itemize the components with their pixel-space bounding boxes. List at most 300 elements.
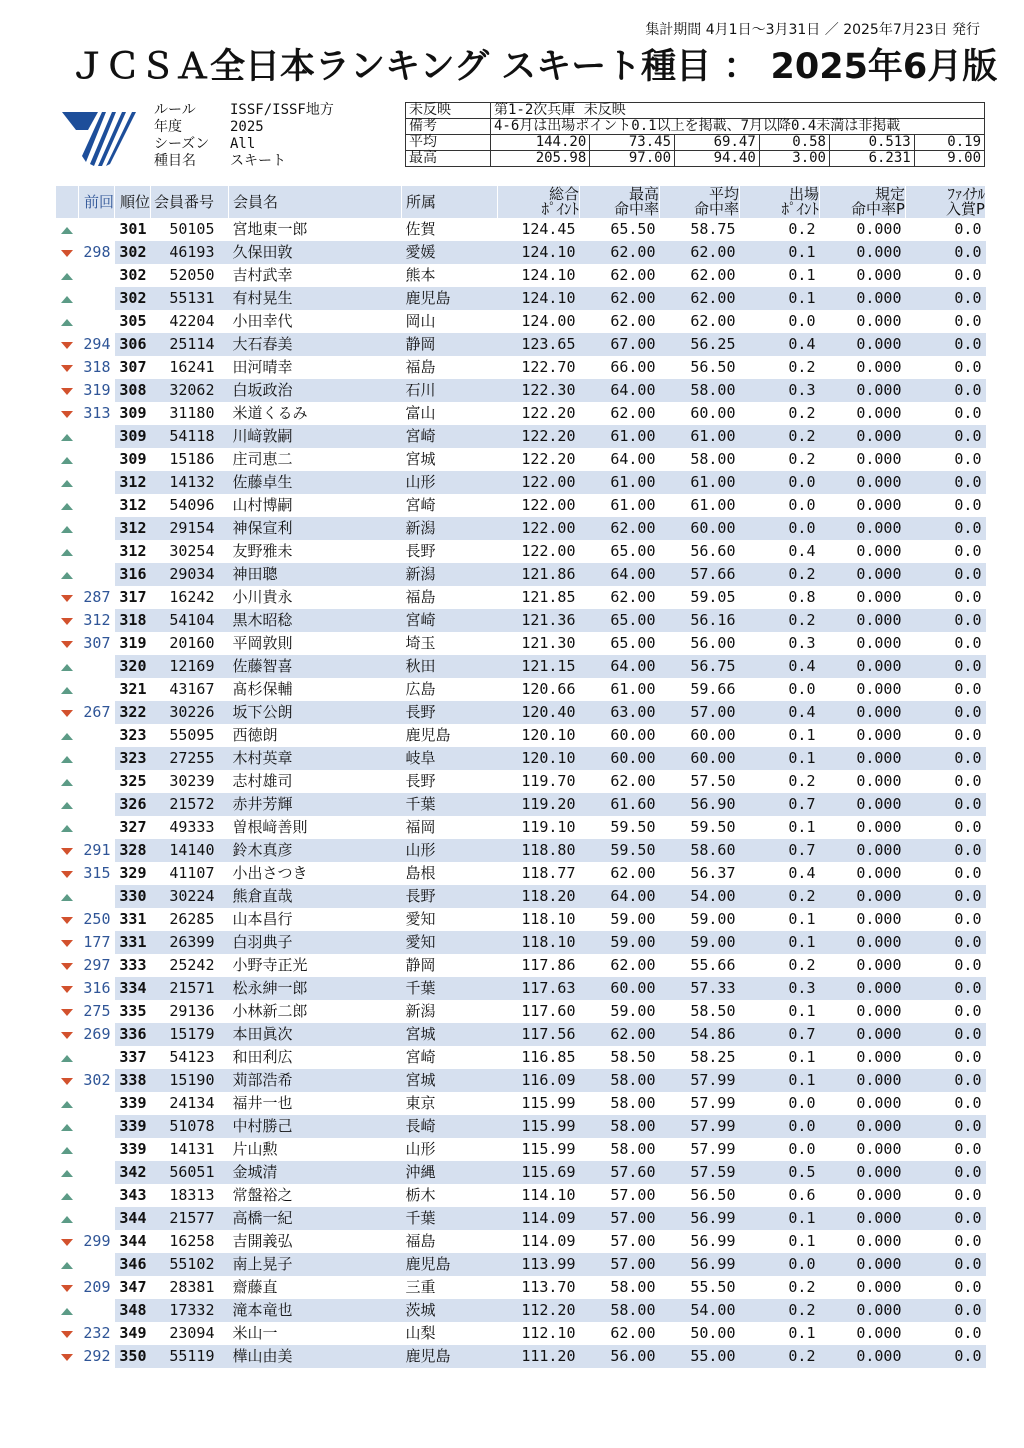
cell-prev-rank: 209	[83, 1278, 111, 1296]
cell-max-rate: 65.00	[610, 542, 656, 560]
trend-down-icon	[61, 986, 73, 993]
cell-entry-points: 0.3	[788, 634, 816, 652]
cell-final-points: 0.0	[954, 496, 982, 514]
cell-avg-rate: 56.90	[660, 793, 740, 816]
trend-cell	[56, 839, 79, 862]
cell-rank: 344	[115, 1207, 151, 1230]
cell-entry-points: 0.0	[788, 312, 816, 330]
cell-max-rate: 62.00	[580, 287, 660, 310]
cell-final-points: 0.0	[906, 1299, 986, 1322]
table-row	[56, 1000, 986, 1023]
cell-final-points: 0.0	[906, 655, 986, 678]
cell-total-points: 122.00	[498, 471, 580, 494]
cell-total-points: 122.00	[521, 496, 576, 514]
table-row	[56, 494, 986, 517]
trend-cell	[56, 977, 79, 1000]
cell-member-name: 小川貴永	[232, 588, 293, 606]
cell-member-no: 26399	[151, 931, 229, 954]
cell-regular-rate: 0.000	[856, 266, 902, 284]
cell-final-points: 0.0	[954, 312, 982, 330]
cell-entry-points: 0.2	[740, 885, 820, 908]
cell-regular-rate: 0.000	[820, 1345, 906, 1368]
cell-affiliation: 長野	[402, 885, 498, 908]
cell-max-rate: 62.00	[610, 864, 656, 882]
cell-max-rate: 62.00	[610, 956, 656, 974]
cell-final-points: 0.0	[954, 680, 982, 698]
cell-member-name: 木村英章	[229, 747, 402, 770]
cell-total-points: 115.69	[498, 1161, 580, 1184]
cell-max-rate: 58.00	[610, 1278, 656, 1296]
cell-entry-points: 0.7	[740, 1023, 820, 1046]
trend-cell	[56, 1046, 79, 1069]
table-row	[56, 517, 986, 540]
cell-entry-points: 0.1	[740, 931, 820, 954]
trend-up-icon	[61, 664, 73, 671]
table-row	[56, 425, 986, 448]
trend-cell	[56, 1069, 79, 1092]
cell-avg-rate: 54.00	[660, 1299, 740, 1322]
cell-prev-rank	[79, 655, 115, 678]
cell-final-points: 0.0	[906, 1345, 986, 1368]
trend-up-icon	[61, 825, 73, 832]
cell-rank: 344	[119, 1232, 147, 1250]
cell-regular-rate: 0.000	[820, 1299, 906, 1322]
cell-regular-rate: 0.000	[820, 1115, 906, 1138]
cell-rank: 318	[115, 609, 151, 632]
cell-max-rate: 64.00	[580, 885, 660, 908]
trend-cell	[56, 701, 79, 724]
trend-down-icon	[61, 848, 73, 855]
cell-member-no: 46193	[151, 241, 229, 264]
header-avg-rate	[660, 186, 740, 218]
cell-max-rate: 61.60	[580, 793, 660, 816]
meta-block	[154, 102, 334, 170]
cell-prev-rank	[79, 310, 115, 333]
cell-avg-rate: 56.00	[690, 634, 736, 652]
cell-prev-rank	[79, 1253, 115, 1276]
summary-table	[405, 102, 985, 167]
trend-up-icon	[61, 894, 73, 901]
cell-affiliation: 宮城	[402, 1069, 498, 1092]
cell-member-name: 中村勝己	[229, 1115, 402, 1138]
cell-avg-rate: 57.66	[660, 563, 740, 586]
cell-entry-points: 0.0	[740, 1115, 820, 1138]
table-row	[56, 1046, 986, 1069]
cell-prev-rank	[79, 770, 115, 793]
cell-prev-rank: 292	[83, 1347, 111, 1365]
cell-affiliation: 福島	[405, 588, 436, 606]
cell-regular-rate: 0.000	[820, 1023, 906, 1046]
cell-avg-rate: 59.00	[690, 910, 736, 928]
cell-total-points: 122.30	[498, 379, 580, 402]
cell-entry-points: 0.2	[740, 1299, 820, 1322]
summary-avg-pt: 0.58	[759, 135, 829, 151]
trend-cell	[56, 908, 79, 931]
cell-prev-rank: 316	[83, 979, 111, 997]
cell-affiliation: 富山	[405, 404, 436, 422]
cell-avg-rate: 55.66	[690, 956, 736, 974]
cell-entry-points: 0.1	[788, 266, 816, 284]
cell-member-no: 54118	[151, 425, 229, 448]
cell-affiliation: 鹿児島	[402, 1345, 498, 1368]
cell-total-points: 122.20	[498, 425, 580, 448]
cell-member-no: 30226	[151, 701, 229, 724]
cell-avg-rate: 57.50	[690, 772, 736, 790]
cell-member-no: 51078	[151, 1115, 229, 1138]
cell-member-no: 42204	[169, 312, 215, 330]
cell-avg-rate: 54.00	[660, 885, 740, 908]
cell-rank: 302	[115, 287, 151, 310]
cell-avg-rate: 55.00	[660, 1345, 740, 1368]
cell-max-rate: 56.00	[580, 1345, 660, 1368]
cell-member-no: 14131	[169, 1140, 215, 1158]
trend-cell	[56, 540, 79, 563]
cell-member-no: 52050	[169, 266, 215, 284]
cell-regular-rate: 0.000	[820, 701, 906, 724]
cell-affiliation: 福岡	[405, 818, 436, 836]
cell-affiliation: 岡山	[405, 312, 436, 330]
cell-affiliation: 新潟	[405, 1002, 436, 1020]
header-avg-line2: 命中率	[693, 200, 739, 218]
cell-member-no: 16258	[169, 1232, 215, 1250]
cell-member-name: 小出さつき	[232, 864, 308, 882]
cell-member-name: 友野雅未	[232, 542, 293, 560]
cell-total-points: 124.00	[521, 312, 576, 330]
cell-max-rate: 62.00	[610, 312, 656, 330]
trend-cell	[56, 1299, 79, 1322]
cell-member-no: 21577	[151, 1207, 229, 1230]
cell-entry-points: 0.1	[740, 241, 820, 264]
table-row	[56, 563, 986, 586]
cell-rank: 305	[119, 312, 147, 330]
cell-affiliation: 熊本	[405, 266, 436, 284]
table-row	[56, 793, 986, 816]
cell-entry-points: 0.1	[788, 1232, 816, 1250]
trend-down-icon	[61, 1239, 73, 1246]
cell-avg-rate: 59.05	[690, 588, 736, 606]
cell-entry-points: 0.2	[788, 450, 816, 468]
table-row	[56, 862, 986, 885]
table-row	[56, 770, 986, 793]
header-affiliation: 所属	[402, 186, 498, 218]
cell-member-no: 15190	[151, 1069, 229, 1092]
cell-member-no: 30254	[169, 542, 215, 560]
cell-final-points: 0.0	[906, 287, 986, 310]
cell-final-points: 0.0	[954, 542, 982, 560]
cell-max-rate: 58.00	[580, 1069, 660, 1092]
cell-entry-points: 0.2	[740, 609, 820, 632]
trend-cell	[56, 379, 79, 402]
cell-final-points: 0.0	[906, 977, 986, 1000]
cell-member-no: 55102	[151, 1253, 229, 1276]
cell-avg-rate: 57.99	[690, 1094, 736, 1112]
cell-final-points: 0.0	[906, 1069, 986, 1092]
trend-down-icon	[61, 1032, 73, 1039]
cell-entry-points: 0.1	[788, 1324, 816, 1342]
cell-prev-rank	[79, 747, 115, 770]
cell-regular-rate: 0.000	[856, 1232, 902, 1250]
cell-member-name: 久保田敦	[229, 241, 402, 264]
cell-rank: 302	[115, 241, 151, 264]
cell-max-rate: 63.00	[580, 701, 660, 724]
cell-regular-rate: 0.000	[820, 517, 906, 540]
cell-member-no: 14140	[151, 839, 229, 862]
table-row	[56, 747, 986, 770]
cell-prev-rank: 275	[83, 1002, 111, 1020]
cell-rank: 347	[119, 1278, 147, 1296]
cell-prev-rank: 267	[83, 703, 111, 721]
cell-prev-rank: 302	[83, 1071, 111, 1089]
cell-regular-rate: 0.000	[856, 910, 902, 928]
summary-max-avg: 94.40	[675, 151, 760, 167]
cell-final-points: 0.0	[954, 1002, 982, 1020]
cell-prev-rank: 299	[83, 1232, 111, 1250]
table-row	[56, 1253, 986, 1276]
cell-member-name: 本田眞次	[229, 1023, 402, 1046]
cell-entry-points: 0.2	[740, 1345, 820, 1368]
trend-cell	[56, 1230, 79, 1253]
summary-avg-avg: 69.47	[675, 135, 760, 151]
cell-member-name: 山本昌行	[232, 910, 293, 928]
cell-entry-points: 0.2	[788, 220, 816, 238]
cell-rank: 312	[115, 471, 151, 494]
cell-prev-rank	[79, 517, 115, 540]
cell-regular-rate: 0.000	[856, 220, 902, 238]
cell-affiliation: 愛知	[405, 910, 436, 928]
trend-up-icon	[61, 273, 73, 280]
trend-up-icon	[61, 434, 73, 441]
cell-max-rate: 57.00	[610, 1232, 656, 1250]
cell-entry-points: 0.2	[788, 404, 816, 422]
cell-total-points: 121.30	[521, 634, 576, 652]
cell-member-name: 米道くるみ	[232, 404, 308, 422]
cell-rank: 325	[119, 772, 147, 790]
cell-member-name: 川﨑敦嗣	[229, 425, 402, 448]
cell-max-rate: 61.00	[580, 471, 660, 494]
cell-entry-points: 0.2	[740, 425, 820, 448]
cell-member-name: 鈴木真彦	[229, 839, 402, 862]
cell-member-name: 平岡敦則	[232, 634, 293, 652]
cell-avg-rate: 61.00	[660, 425, 740, 448]
trend-cell	[56, 586, 79, 609]
trend-cell	[56, 632, 79, 655]
trend-up-icon	[61, 733, 73, 740]
cell-entry-points: 0.2	[788, 1278, 816, 1296]
table-row	[56, 540, 986, 563]
cell-max-rate: 61.00	[580, 425, 660, 448]
header-total-line1: 総合	[548, 185, 579, 203]
cell-total-points: 111.20	[498, 1345, 580, 1368]
cell-total-points: 121.85	[521, 588, 576, 606]
cell-max-rate: 57.00	[580, 1253, 660, 1276]
cell-total-points: 124.10	[521, 266, 576, 284]
table-row	[56, 402, 986, 425]
cell-member-no: 26285	[169, 910, 215, 928]
cell-prev-rank	[79, 540, 115, 563]
cell-prev-rank	[79, 471, 115, 494]
cell-final-points: 0.0	[954, 772, 982, 790]
cell-affiliation: 千葉	[402, 793, 498, 816]
cell-total-points: 122.20	[521, 404, 576, 422]
cell-prev-rank	[79, 425, 115, 448]
cell-max-rate: 62.00	[610, 266, 656, 284]
cell-max-rate: 64.00	[580, 655, 660, 678]
cell-avg-rate: 58.50	[690, 1002, 736, 1020]
table-row	[56, 471, 986, 494]
trend-cell	[56, 517, 79, 540]
cell-avg-rate: 60.00	[660, 517, 740, 540]
cell-member-name: 髙杉保輔	[232, 680, 293, 698]
cell-regular-rate: 0.000	[856, 450, 902, 468]
cell-member-name: 宮地東一郎	[232, 220, 308, 238]
cell-member-no: 24134	[169, 1094, 215, 1112]
cell-final-points: 0.0	[954, 1094, 982, 1112]
table-row	[56, 632, 986, 655]
cell-total-points: 117.60	[521, 1002, 576, 1020]
cell-regular-rate: 0.000	[856, 1324, 902, 1342]
cell-rank: 349	[119, 1324, 147, 1342]
cell-final-points: 0.0	[954, 1186, 982, 1204]
cell-max-rate: 61.00	[610, 496, 656, 514]
table-row	[56, 241, 986, 264]
cell-affiliation: 新潟	[402, 563, 498, 586]
trend-down-icon	[61, 871, 73, 878]
cell-member-no: 50105	[169, 220, 215, 238]
cell-rank: 342	[115, 1161, 151, 1184]
cell-prev-rank	[79, 287, 115, 310]
cell-prev-rank	[79, 793, 115, 816]
trend-cell	[56, 448, 79, 471]
table-row	[56, 1184, 986, 1207]
cell-avg-rate: 57.99	[660, 1069, 740, 1092]
trend-up-icon	[61, 1124, 73, 1131]
cell-final-points: 0.0	[906, 747, 986, 770]
cell-affiliation: 千葉	[402, 1207, 498, 1230]
cell-member-no: 31180	[169, 404, 215, 422]
cell-prev-rank: 287	[83, 588, 111, 606]
cell-affiliation: 静岡	[405, 956, 436, 974]
cell-affiliation: 山形	[402, 471, 498, 494]
header-max-line2: 命中率	[613, 200, 659, 218]
cell-member-name: 福井一也	[232, 1094, 293, 1112]
cell-member-name: 佐藤卓生	[229, 471, 402, 494]
header-pt-line1: 出場	[788, 185, 819, 203]
header-fin-line2: 入賞P	[945, 200, 985, 218]
cell-affiliation: 宮崎	[402, 609, 498, 632]
cell-max-rate: 67.00	[580, 333, 660, 356]
cell-final-points: 0.0	[906, 379, 986, 402]
cell-avg-rate: 57.00	[660, 701, 740, 724]
trend-cell	[56, 1207, 79, 1230]
cell-entry-points: 0.4	[740, 333, 820, 356]
cell-avg-rate: 56.50	[690, 358, 736, 376]
cell-affiliation: 三重	[405, 1278, 436, 1296]
cell-final-points: 0.0	[906, 1161, 986, 1184]
cell-entry-points: 0.1	[788, 910, 816, 928]
trend-cell	[56, 425, 79, 448]
cell-affiliation: 静岡	[402, 333, 498, 356]
cell-total-points: 113.99	[498, 1253, 580, 1276]
cell-member-name: 米山一	[232, 1324, 278, 1342]
table-row	[56, 333, 986, 356]
table-row	[56, 1276, 986, 1299]
cell-member-name: 神保宣利	[229, 517, 402, 540]
cell-affiliation: 岐阜	[402, 747, 498, 770]
cell-regular-rate: 0.000	[820, 425, 906, 448]
cell-prev-rank	[79, 448, 115, 471]
cell-member-no: 18313	[169, 1186, 215, 1204]
cell-regular-rate: 0.000	[820, 977, 906, 1000]
cell-final-points: 0.0	[954, 1324, 982, 1342]
cell-member-name: 白坂政治	[229, 379, 402, 402]
cell-member-name: 田河晴幸	[232, 358, 293, 376]
trend-cell	[56, 793, 79, 816]
cell-prev-rank	[79, 1161, 115, 1184]
cell-prev-rank: 294	[83, 335, 111, 353]
header-total-line2: ﾎﾟｲﾝﾄ	[541, 200, 579, 218]
table-row	[56, 1092, 986, 1115]
cell-max-rate: 62.00	[610, 404, 656, 422]
page-title: ＪＣＳＡ全日本ランキング スキート種目 ： 2025年6月版	[70, 47, 998, 87]
trend-cell	[56, 471, 79, 494]
cell-member-no: 55119	[151, 1345, 229, 1368]
cell-max-rate: 59.50	[580, 839, 660, 862]
logo-icon	[62, 108, 142, 168]
cell-prev-rank: 177	[83, 933, 111, 951]
trend-up-icon	[61, 457, 73, 464]
header-trend	[56, 186, 79, 218]
trend-cell	[56, 333, 79, 356]
cell-max-rate: 62.00	[610, 588, 656, 606]
cell-regular-rate: 0.000	[820, 471, 906, 494]
cell-final-points: 0.0	[906, 471, 986, 494]
cell-affiliation: 石川	[402, 379, 498, 402]
cell-max-rate: 65.00	[610, 634, 656, 652]
cell-total-points: 118.10	[498, 931, 580, 954]
meta-row	[154, 102, 334, 119]
table-row	[56, 1299, 986, 1322]
meta-key: ルール	[154, 102, 196, 118]
trend-cell	[56, 724, 79, 747]
cell-prev-rank	[79, 678, 115, 701]
cell-entry-points: 0.1	[788, 1048, 816, 1066]
trend-down-icon	[61, 710, 73, 717]
cell-entry-points: 0.1	[788, 726, 816, 744]
table-row	[56, 586, 986, 609]
table-row	[56, 701, 986, 724]
cell-affiliation: 宮崎	[402, 425, 498, 448]
meta-key: シーズン	[154, 136, 210, 152]
cell-avg-rate: 57.99	[690, 1140, 736, 1158]
cell-final-points: 0.0	[906, 425, 986, 448]
cell-rank: 333	[119, 956, 147, 974]
cell-avg-rate: 61.00	[660, 471, 740, 494]
cell-avg-rate: 58.75	[690, 220, 736, 238]
cell-avg-rate: 62.00	[690, 266, 736, 284]
header-max-line1: 最高	[628, 185, 659, 203]
cell-total-points: 118.20	[498, 885, 580, 908]
meta-row	[154, 119, 334, 136]
trend-up-icon	[61, 480, 73, 487]
cell-avg-rate: 56.99	[690, 1232, 736, 1250]
trend-down-icon	[61, 618, 73, 625]
cell-regular-rate: 0.000	[856, 1094, 902, 1112]
cell-rank: 307	[119, 358, 147, 376]
trend-up-icon	[61, 1170, 73, 1177]
cell-rank: 348	[115, 1299, 151, 1322]
meta-row	[154, 136, 334, 153]
cell-total-points: 124.10	[498, 241, 580, 264]
